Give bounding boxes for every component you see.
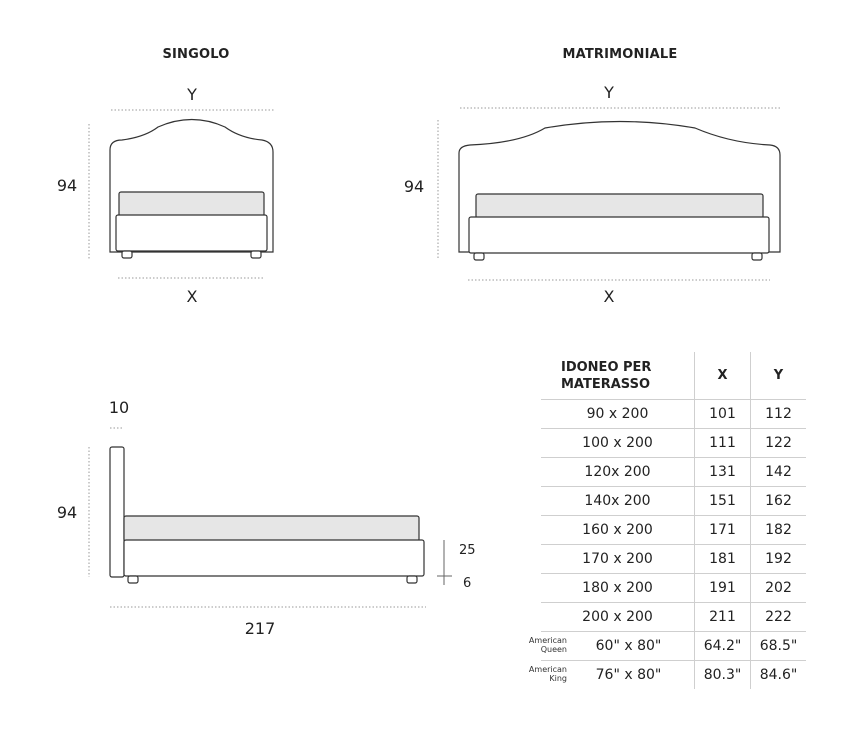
matrimoniale-bed-drawing [459, 122, 780, 261]
mattress-size: 140x 200 [541, 487, 695, 516]
singolo-depth-label: X [186, 287, 198, 306]
table-row [541, 487, 806, 516]
matrimoniale-height-label: 94 [403, 177, 425, 196]
x-value: 131 [695, 458, 751, 487]
matrimoniale-title: MATRIMONIALE [562, 47, 678, 62]
singolo-width-label: Y [187, 85, 197, 104]
x-value: 171 [695, 516, 751, 545]
american-king-prefix: American King [528, 665, 567, 683]
headboard-thickness-label: 10 [108, 398, 130, 417]
dimensions-table [541, 352, 806, 689]
matrimoniale-foot-left [474, 253, 484, 260]
table-row [541, 661, 806, 690]
singolo-height-label: 94 [56, 176, 78, 195]
table-row [541, 632, 806, 661]
x-value: 80.3" [695, 661, 751, 690]
matrimoniale-base [469, 217, 769, 253]
table-row [541, 400, 806, 429]
y-value: 68.5" [751, 632, 807, 661]
y-value: 142 [751, 458, 807, 487]
y-value: 202 [751, 574, 807, 603]
x-value: 101 [695, 400, 751, 429]
x-value: 211 [695, 603, 751, 632]
x-value: 111 [695, 429, 751, 458]
matrimoniale-mattress [476, 194, 763, 218]
feet-height-label: 6 [463, 576, 472, 591]
table-row [541, 429, 806, 458]
y-value: 222 [751, 603, 807, 632]
matrimoniale-depth-label: X [603, 287, 615, 306]
table-row [541, 603, 806, 632]
mattress-size: 100 x 200 [541, 429, 695, 458]
x-value: 64.2" [695, 632, 751, 661]
y-value: 192 [751, 545, 807, 574]
side-height-label: 94 [56, 503, 78, 522]
side-mattress [124, 516, 419, 541]
mattress-size: 180 x 200 [541, 574, 695, 603]
singolo-title: SINGOLO [162, 47, 230, 62]
mattress-size: 160 x 200 [541, 516, 695, 545]
singolo-mattress [119, 192, 264, 216]
x-value: 181 [695, 545, 751, 574]
y-value: 182 [751, 516, 807, 545]
mattress-size: 60" x 80" [541, 632, 695, 661]
y-value: 162 [751, 487, 807, 516]
mattress-size: 90 x 200 [541, 400, 695, 429]
singolo-bed-drawing [110, 120, 273, 259]
matrimoniale-width-label: Y [604, 83, 614, 102]
side-base [124, 540, 424, 576]
x-value: 151 [695, 487, 751, 516]
table-header-row [541, 352, 806, 400]
header-mattress-size: IDONEO PER MATERASSO [561, 359, 652, 392]
table-row [541, 545, 806, 574]
side-foot-left [128, 576, 138, 583]
side-foot-right [407, 576, 417, 583]
header-x: X [695, 352, 751, 400]
y-value: 122 [751, 429, 807, 458]
mattress-size: 120x 200 [541, 458, 695, 487]
x-value: 191 [695, 574, 751, 603]
mattress-size: 170 x 200 [541, 545, 695, 574]
y-value: 112 [751, 400, 807, 429]
side-headboard [110, 447, 124, 577]
side-height-markers [437, 540, 452, 585]
american-queen-prefix: American Queen [528, 636, 567, 654]
mattress-size: 76" x 80" [541, 661, 695, 690]
table-row [541, 574, 806, 603]
base-height-label: 25 [459, 543, 476, 558]
side-view-bed-drawing [110, 447, 424, 583]
matrimoniale-foot-right [752, 253, 762, 260]
singolo-foot-left [122, 251, 132, 258]
header-y: Y [751, 352, 807, 400]
singolo-foot-right [251, 251, 261, 258]
length-label: 217 [244, 619, 276, 638]
y-value: 84.6" [751, 661, 807, 690]
table-row [541, 516, 806, 545]
singolo-base [116, 215, 267, 251]
mattress-size: 200 x 200 [541, 603, 695, 632]
table-row [541, 458, 806, 487]
